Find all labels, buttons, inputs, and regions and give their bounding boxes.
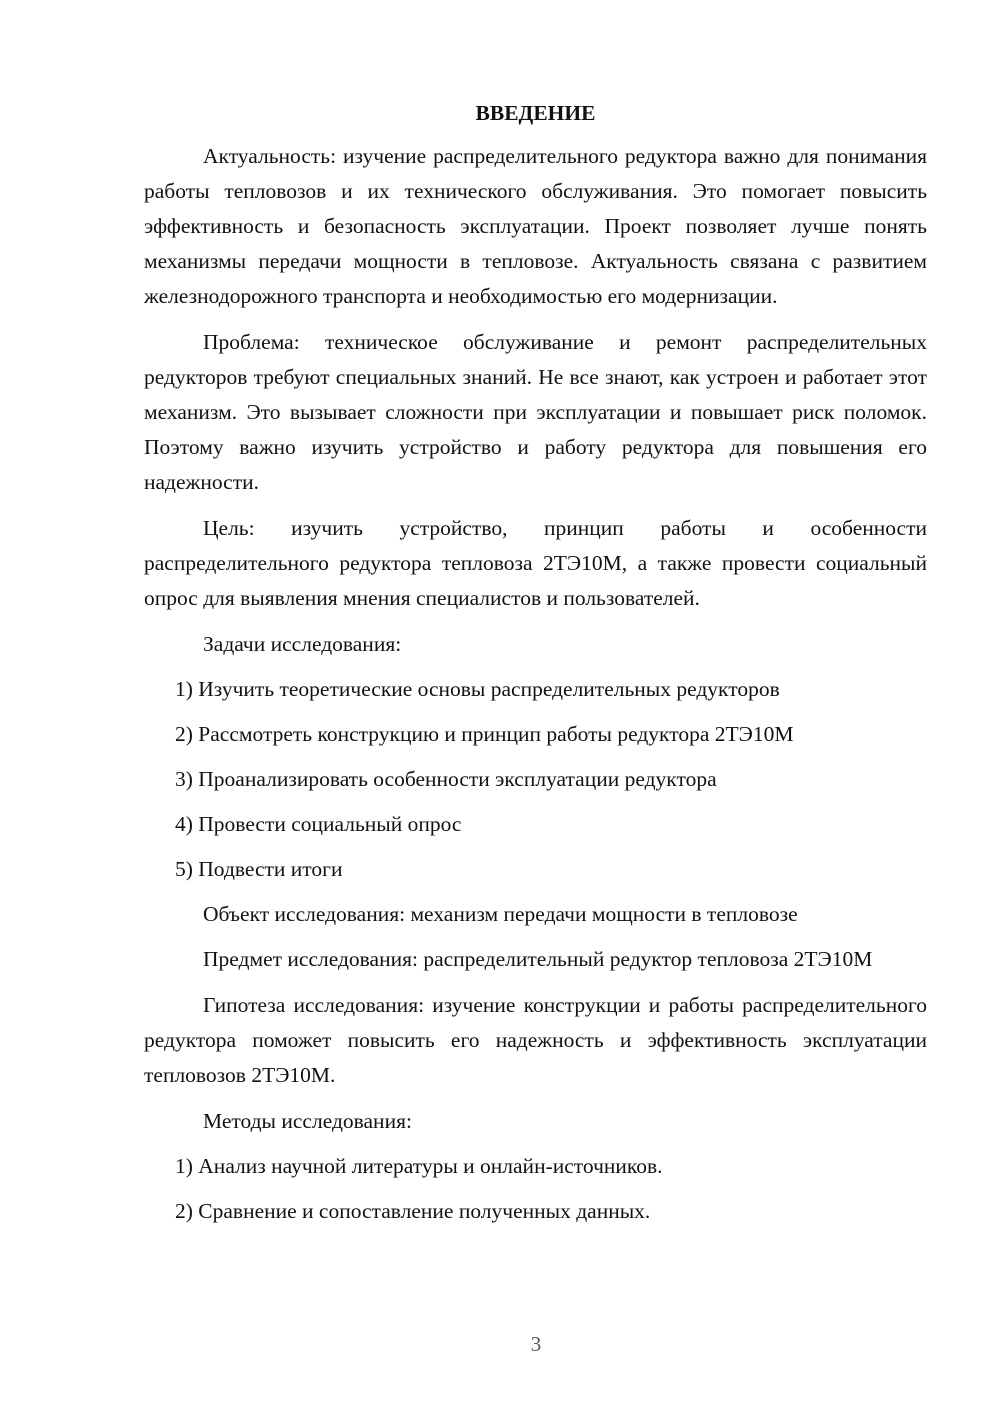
methods-list [144,1149,927,1229]
object-paragraph: Объект исследования: механизм передачи мощности в тепловозе [203,902,798,926]
hypothesis-paragraph: Гипотеза исследования: изучение конструкции и работы распределительного редуктора поможет повысить его надежность и эффективность эксплуатации тепловозов 2ТЭ10М. [144,993,927,1087]
task-item: 2) Рассмотреть конструкцию и принцип работы редуктора 2ТЭ10М [175,722,794,746]
problem-paragraph: Проблема: техническое обслуживание и ремонт распределительных редукторов требуют специальных знаний. Не все знают, как устроен и работает этот механизм. Это вызывает сложности при эксплуатации и повышает риск поломок. Поэтому важно изучить устройство и работу редуктора для повышения его надежности. [144,330,927,494]
task-item: 3) Проанализировать особенности эксплуатации редуктора [175,767,717,791]
relevance-paragraph: Актуальность: изучение распределительного редуктора важно для понимания работы тепловозов и их технического обслуживания. Это помогает повысить эффективность и безопасность эксплуатации. Проект позволяет лучше понять механизмы передачи мощности в тепловозе. Актуальность связана с развитием железнодорожного транспорта и необходимостью его модернизации. [144,144,927,308]
methods-heading: Методы исследования: [203,1109,412,1133]
subject-paragraph: Предмет исследования: распределительный редуктор тепловоза 2ТЭ10М [203,947,873,971]
task-item: 5) Подвести итоги [175,857,343,881]
method-item: 1) Анализ научной литературы и онлайн-источников. [175,1154,663,1178]
method-item: 2) Сравнение и сопоставление полученных данных. [175,1199,651,1223]
goal-paragraph: Цель: изучить устройство, принцип работы и особенности распределительного редуктора тепловоза 2ТЭ10М, а также провести социальный опрос для выявления мнения специалистов и пользователей. [144,516,927,610]
page-title: ВВЕДЕНИЕ [475,101,596,125]
page-number: 3 [530,1332,542,1356]
document-body [144,96,927,1239]
tasks-list [144,672,927,887]
task-item: 1) Изучить теоретические основы распределительных редукторов [175,677,780,701]
tasks-heading: Задачи исследования: [203,632,402,656]
task-item: 4) Провести социальный опрос [175,812,462,836]
